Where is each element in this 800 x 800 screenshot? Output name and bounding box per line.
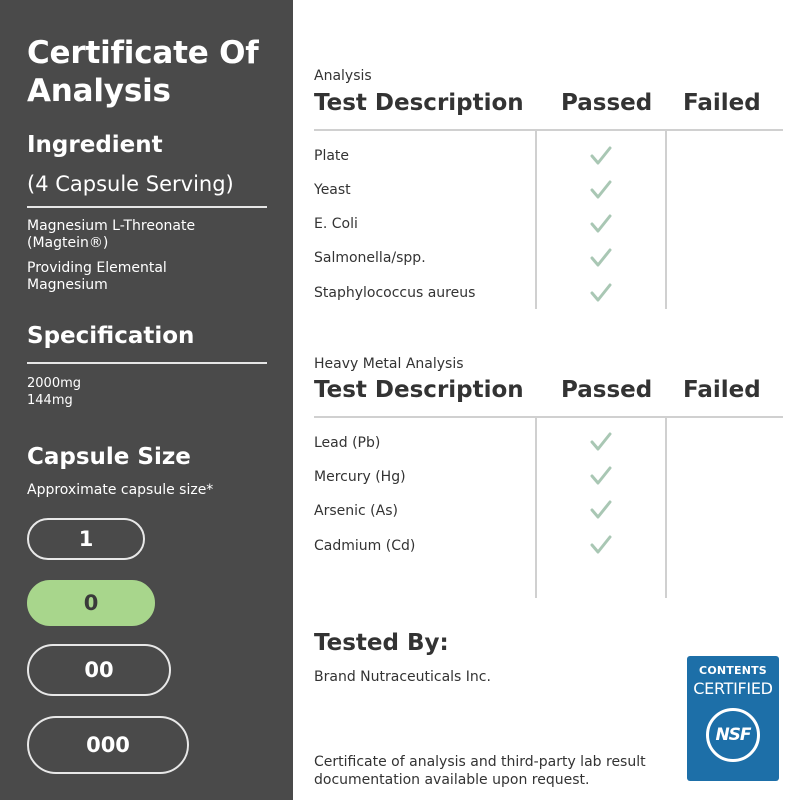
badge-line-1: CONTENTS: [699, 664, 767, 677]
title-text: Certificate Of Analysis: [27, 35, 259, 109]
column-divider: [535, 129, 537, 309]
ingredient-subheading: (4 Capsule Serving): [27, 172, 234, 196]
heavy-metal-row-label: Arsenic (As): [314, 503, 398, 519]
check-icon: [590, 213, 612, 235]
analysis-row-label: Yeast: [314, 182, 351, 198]
documentation-note: Certificate of analysis and third-party lab result documentation available upon request.: [314, 754, 646, 788]
analysis-col-description: Test Description: [314, 90, 524, 116]
analysis-row-label: Staphylococcus aureus: [314, 285, 476, 301]
heavy-metal-row-label: Lead (Pb): [314, 435, 381, 451]
tested-by-heading: Tested By:: [314, 630, 449, 656]
capsule-size-note: Approximate capsule size*: [27, 482, 214, 498]
specification-values: [27, 375, 81, 409]
capsule-size-heading: Capsule Size: [27, 444, 191, 470]
heavy-metal-col-failed: Failed: [683, 377, 761, 403]
ingredient-item: Providing Elemental Magnesium: [27, 260, 167, 293]
check-icon: [590, 465, 612, 487]
analysis-row-label: Plate: [314, 148, 350, 164]
heavy-metal-row-label: Mercury (Hg): [314, 469, 406, 485]
check-icon: [590, 282, 612, 304]
column-divider: [665, 416, 667, 598]
left-panel: [0, 0, 293, 800]
page-title: [27, 34, 293, 110]
capsule-size-1-button[interactable]: 1: [27, 518, 145, 560]
specification-heading: Specification: [27, 323, 195, 349]
capsule-size-00-button[interactable]: 00: [27, 644, 171, 696]
analysis-col-failed: Failed: [683, 90, 761, 116]
heavy-metal-label: Heavy Metal Analysis: [314, 356, 464, 372]
table-divider: [314, 416, 783, 418]
analysis-col-passed: Passed: [561, 90, 653, 116]
capsule-size-0-button[interactable]: 0: [27, 580, 155, 626]
divider: [27, 206, 267, 208]
right-panel: [293, 0, 800, 800]
ingredient-item: Magnesium L-Threonate (Magtein®): [27, 218, 196, 251]
nsf-certified-badge: [687, 656, 779, 781]
ingredient-heading: Ingredient: [27, 132, 163, 158]
heavy-metal-col-passed: Passed: [561, 377, 653, 403]
analysis-row-label: Salmonella/spp.: [314, 250, 426, 266]
badge-line-2: CERTIFIED: [693, 679, 773, 698]
check-icon: [590, 179, 612, 201]
analysis-label: Analysis: [314, 68, 372, 84]
column-divider: [535, 416, 537, 598]
analysis-row-label: E. Coli: [314, 216, 358, 232]
heavy-metal-col-description: Test Description: [314, 377, 524, 403]
check-icon: [590, 431, 612, 453]
column-divider: [665, 129, 667, 309]
nsf-logo-icon: NSF: [706, 708, 760, 762]
check-icon: [590, 247, 612, 269]
check-icon: [590, 534, 612, 556]
check-icon: [590, 499, 612, 521]
spec-value: 144mg: [27, 393, 73, 408]
spec-value: 2000mg: [27, 376, 81, 391]
divider: [27, 362, 267, 364]
check-icon: [590, 145, 612, 167]
table-divider: [314, 129, 783, 131]
tested-by-company: Brand Nutraceuticals Inc.: [314, 669, 491, 685]
capsule-size-000-button[interactable]: 000: [27, 716, 189, 774]
heavy-metal-row-label: Cadmium (Cd): [314, 538, 416, 554]
